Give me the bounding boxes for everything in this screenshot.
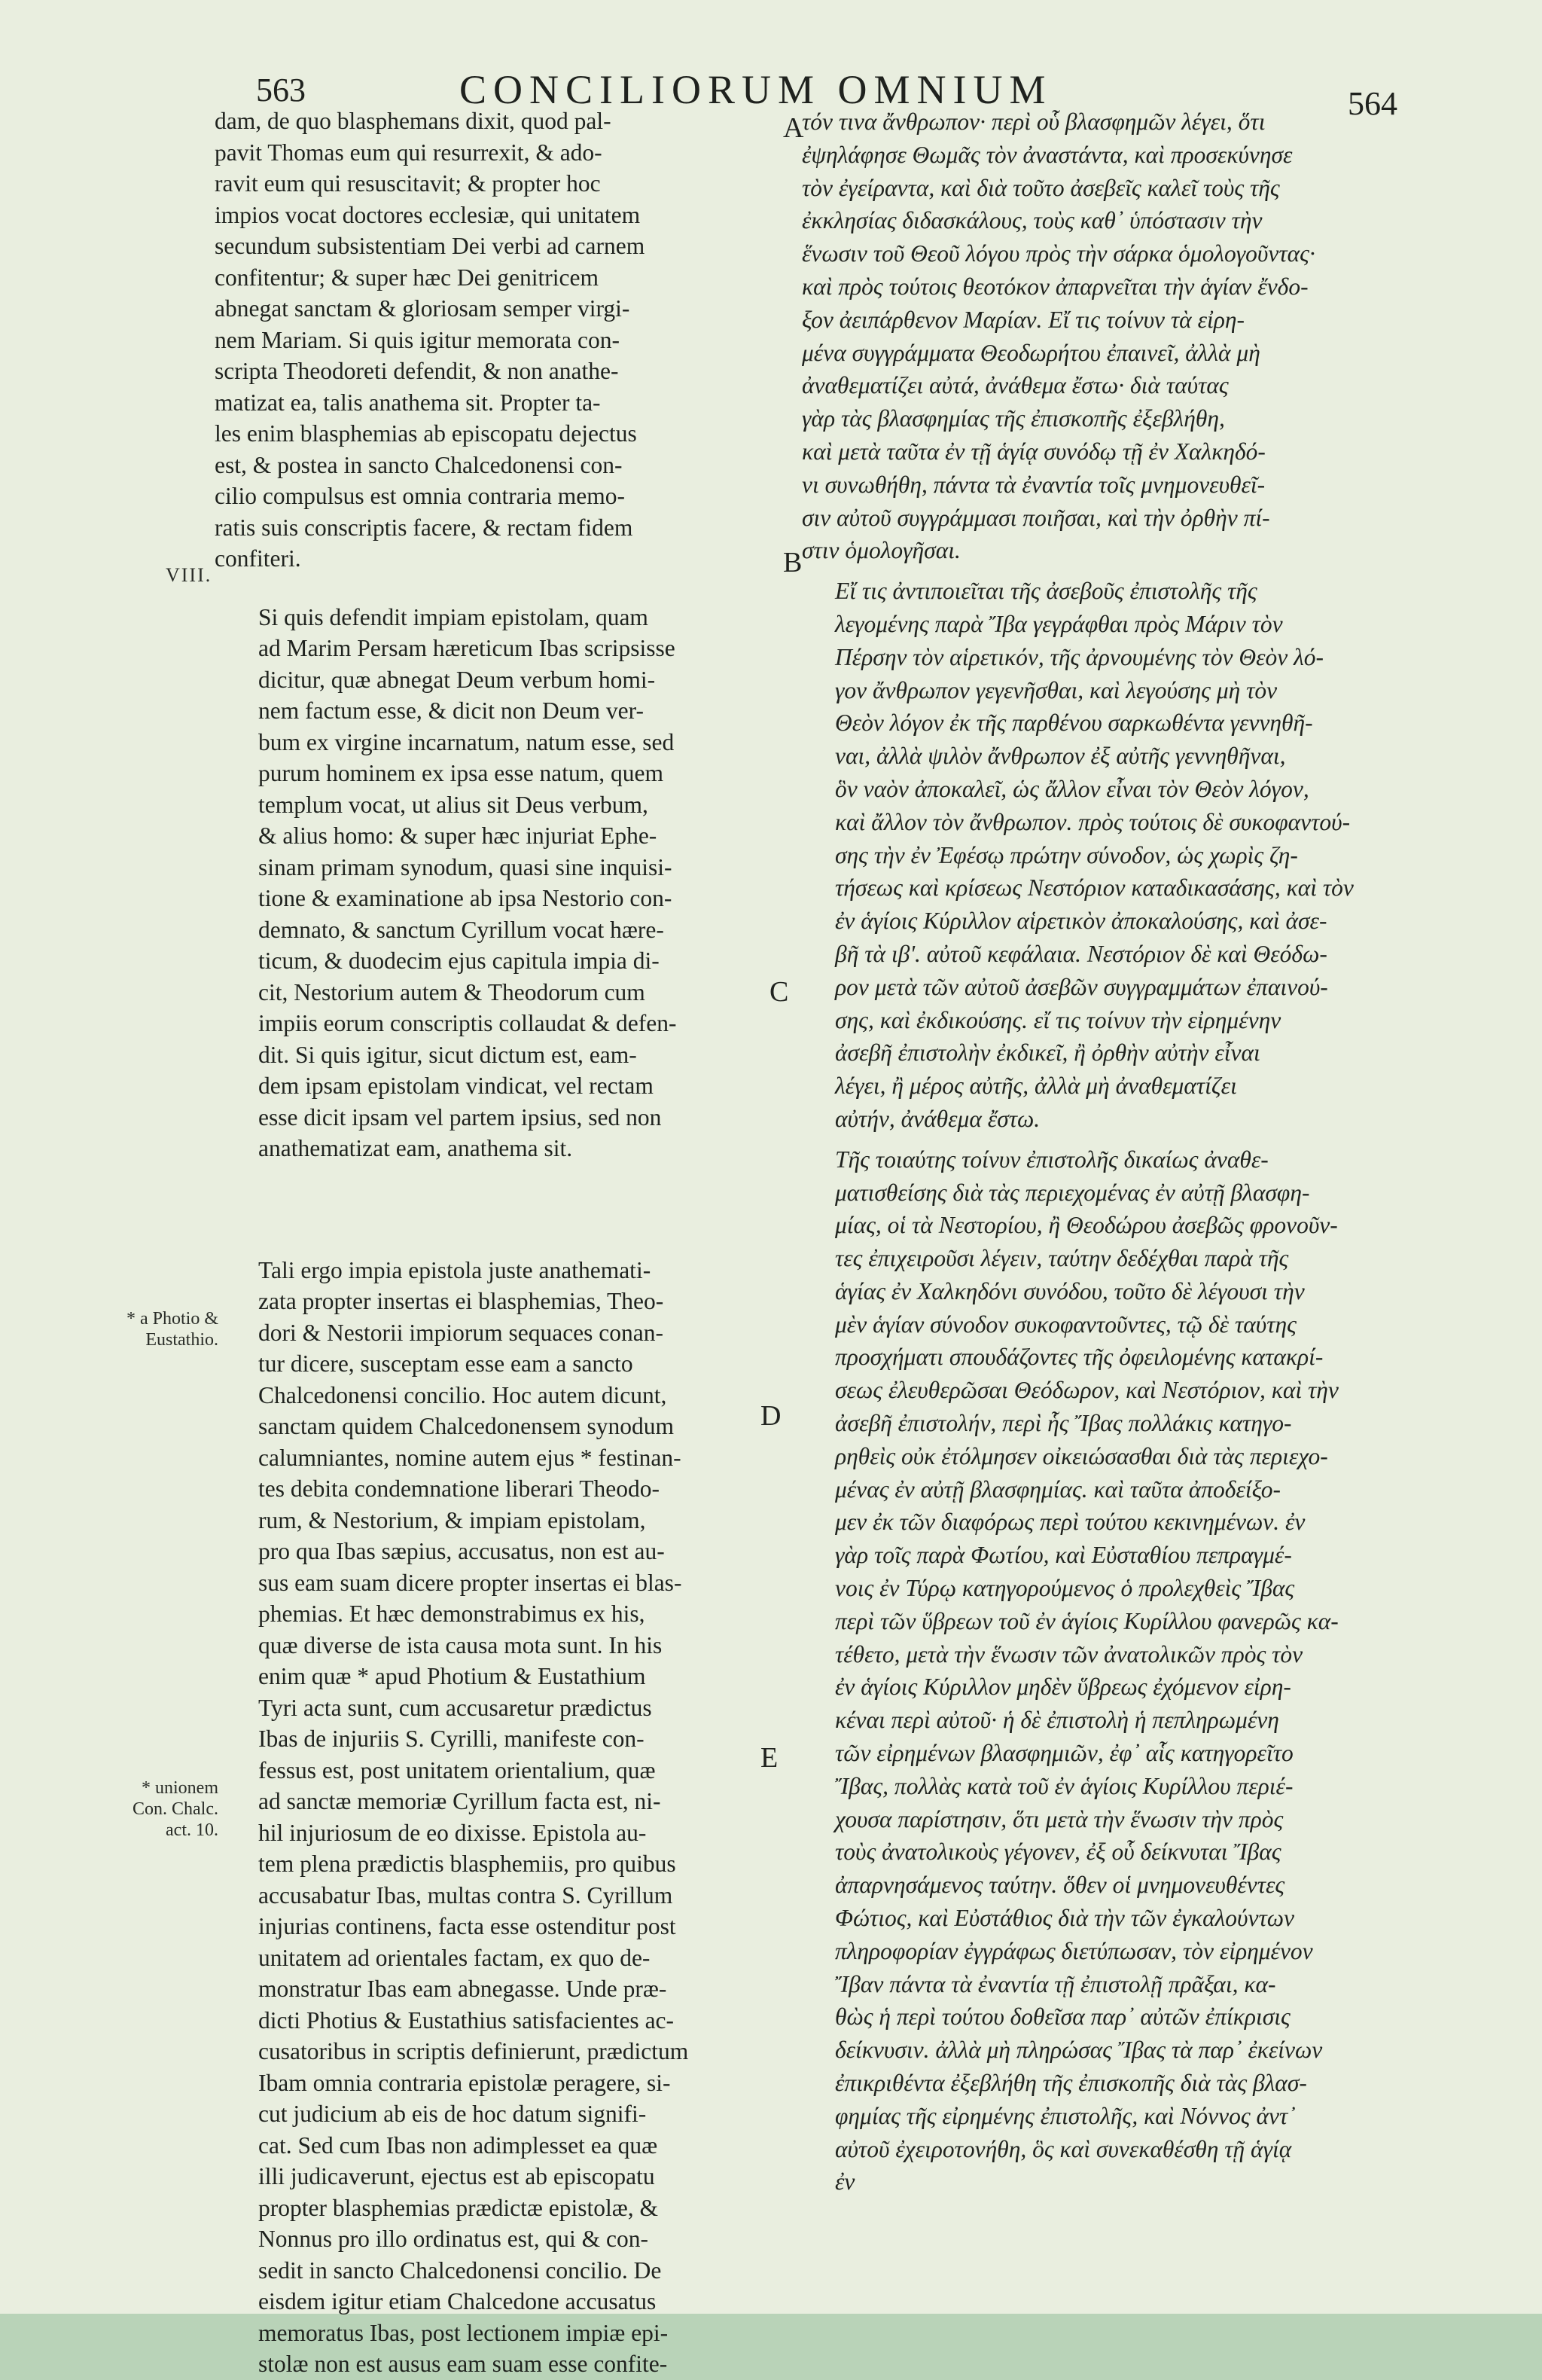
text-line: πληροφορίαν ἐγγράφως διετύπωσαν, τὸν εἰρημένον [835, 1937, 1313, 1964]
text-line: impios vocat doctores ecclesiæ, qui unitatem [215, 201, 641, 228]
greek-paragraph-3 [802, 1143, 1397, 2199]
text-line: ἀναθεματίζει αὐτά, ἀνάθεμα ἔστω· διὰ ταύτας [802, 372, 1229, 399]
text-line: esse dicit ipsam vel partem ipsius, sed non [258, 1103, 662, 1130]
text-line: Ibas de injuriis S. Cyrilli, manifeste con- [258, 1726, 645, 1752]
greek-paragraph-1 [802, 105, 1397, 567]
text-line: τόν τινα ἄνθρωπον· περὶ οὗ βλασφημῶν λέγει, ὅτι [802, 108, 1266, 135]
text-line: pro qua Ibas sæpius, accusatus, non est au- [258, 1538, 665, 1564]
text-line: ticum, & duodecim ejus capitula impia di- [258, 947, 660, 974]
text-line: tem plena prædictis blasphemiis, pro quibus [258, 1851, 676, 1877]
text-line: dicitur, quæ abnegat Deum verbum homi- [258, 666, 656, 693]
text-line: γον ἄνθρωπον γεγενῆσθαι, καὶ λεγούσης μὴ τὸν [835, 676, 1278, 703]
text-line: ἐψηλάφησε Θωμᾶς τὸν ἀναστάντα, καὶ προσεκύνησε [802, 141, 1293, 168]
text-line: sus eam suam dicere propter insertas ei blas- [258, 1569, 682, 1596]
text-line: τες ἐπιχειροῦσι λέγειν, ταύτην δεδέχθαι παρὰ τῆς [835, 1245, 1289, 1272]
text-line: tione & examinatione ab ipsa Nestorio con- [258, 885, 672, 911]
text-line: tes debita condemnatione liberari Theodo- [258, 1475, 660, 1502]
section-letter-c: C [769, 976, 789, 1008]
text-line: calumniantes, nomine autem ejus * festinan- [258, 1444, 681, 1471]
text-line: τὸν ἐγείραντα, καὶ διὰ τοῦτο ἀσεβεῖς καλεῖ τοὺς τῆς [802, 174, 1280, 201]
text-line: Εἴ τις ἀντιποιεῖται τῆς ἀσεβοῦς ἐπιστολῆς τῆς [835, 578, 1257, 605]
text-line: μένα συγγράμματα Θεοδωρήτου ἐπαινεῖ, ἀλλὰ μὴ [802, 339, 1260, 366]
text-line: purum hominem ex ipsa esse natum, quem [258, 760, 664, 786]
latin-paragraph-1 [215, 105, 768, 575]
text-line: ἁγίας ἐν Χαλκηδόνι συνόδου, τοῦτο δὲ λέγουσι τὴν [835, 1277, 1305, 1304]
text-line: nem factum esse, & dicit non Deum ver- [258, 697, 644, 724]
text-line: μίας, οἱ τὰ Νεστορίου, ἢ Θεοδώρου ἀσεβῶς φρονοῦν- [835, 1212, 1338, 1239]
text-line: confitentur; & super hæc Dei genitricem [215, 264, 599, 291]
text-line: unitatem ad orientales factam, ex quo de- [258, 1944, 651, 1971]
text-line: ἕνωσιν τοῦ Θεοῦ λόγου πρὸς τὴν σάρκα ὁμολογοῦντας· [802, 240, 1315, 267]
text-line: αὐτήν, ἀνάθεμα ἔστω. [835, 1105, 1041, 1132]
text-line: Ἴβας, πολλὰς κατὰ τοῦ ἐν ἁγίοις Κυρίλλου περιέ- [835, 1772, 1294, 1799]
text-line: ρον μετὰ τῶν αὐτοῦ ἀσεβῶν συγγραμμάτων ἐπαινού- [835, 973, 1328, 1000]
text-line: ἐπικριθέντα ἐξεβλήθη τῆς ἐπισκοπῆς διὰ τὰς βλασ- [835, 2070, 1307, 2097]
text-line: cut judicium ab eis de hoc datum signifi- [258, 2101, 647, 2127]
text-line: στιν ὁμολογῆσαι. [802, 537, 961, 564]
text-line: βῆ τὰ ιβʹ. αὐτοῦ κεφάλαια. Νεστόριον δὲ καὶ Θεόδω- [835, 940, 1327, 967]
text-line: impiis eorum conscriptis collaudat & defen- [258, 1010, 677, 1036]
text-line: enim quæ * apud Photium & Eustathium [258, 1663, 646, 1689]
text-line: ἀσεβῆ ἐπιστολήν, περὶ ἧς Ἴβας πολλάκις κατηγο- [835, 1410, 1292, 1437]
text-line: τέθετο, μετὰ τὴν ἕνωσιν τῶν ἀνατολικῶν πρὸς τὸν [835, 1640, 1303, 1668]
text-line: Πέρσην τὸν αἱρετικόν, τῆς ἀρνουμένης τὸν Θεὸν λό- [835, 643, 1324, 670]
latin-column [215, 105, 768, 2380]
text-line: anathematizat eam, anathema sit. [258, 1135, 573, 1161]
page-number-left: 563 [256, 72, 306, 108]
text-line: ἀσεβῆ ἐπιστολὴν ἐκδικεῖ, ἢ ὀρθὴν αὐτὴν εἶναι [835, 1039, 1260, 1066]
text-line: αὐτοῦ ἐχειροτονήθη, ὃς καὶ συνεκαθέσθη τῇ ἁγίᾳ [835, 2135, 1292, 2162]
text-line: dam, de quo blasphemans dixit, quod pal- [215, 108, 611, 134]
text-line: γὰρ τὰς βλασφημίας τῆς ἐπισκοπῆς ἐξεβλήθη, [802, 405, 1225, 432]
greek-paragraph-2 [802, 575, 1397, 1136]
text-line: καὶ πρὸς τούτοις θεοτόκον ἀπαρνεῖται τὴν ἁγίαν ἔνδο- [802, 273, 1309, 300]
text-line: χουσα παρίστησιν, ὅτι μετὰ τὴν ἕνωσιν τὴν πρὸς [835, 1805, 1284, 1832]
text-line: νι συνωθήθη, πάντα τὰ ἐναντία τοῖς μνημονευθεῖ- [802, 471, 1266, 498]
text-line: accusabatur Ibas, multas contra S. Cyrillum [258, 1881, 673, 1909]
text-line: bum ex virgine incarnatum, natum esse, sed [258, 728, 675, 755]
text-line: nem Mariam. Si quis igitur memorata con- [215, 326, 620, 353]
text-line: ξον ἀειπάρθενον Μαρίαν. Εἴ τις τοίνυν τὰ εἰρη- [802, 306, 1245, 333]
text-line: φημίας τῆς εἰρημένης ἐπιστολῆς, καὶ Νόννος ἀντ᾽ [835, 2102, 1296, 2129]
text-line: fessus est, post unitatem orientalium, quæ [258, 1756, 656, 1783]
text-line: abnegat sanctam & gloriosam semper virgi- [215, 295, 630, 322]
text-line: templum vocat, ut alius sit Deus verbum, [258, 791, 648, 818]
text-line: cusatoribus in scriptis definierunt, prædictum [258, 2038, 689, 2064]
greek-column [802, 105, 1397, 2198]
text-line: θὼς ἡ περὶ τούτου δοθεῖσα παρ᾽ αὐτῶν ἐπίκρισις [835, 2003, 1291, 2031]
section-letter-a: A [783, 112, 804, 144]
text-line: Si quis defendit impiam epistolam, quam [258, 603, 648, 630]
margin-note-unionem: * unionem Con. Chalc. act. 10. [133, 1778, 218, 1840]
text-line: zata propter insertas ei blasphemias, Theo- [258, 1288, 664, 1314]
text-line: μεν ἐκ τῶν διαφόρως περὶ τούτου κεκινημένων. ἐν [835, 1509, 1306, 1536]
text-line: cilio compulsus est omnia contraria memo- [215, 483, 625, 509]
text-line: & alius homo: & super hæc injuriat Ephe- [258, 822, 657, 849]
text-line: est, & postea in sancto Chalcedonensi con- [215, 451, 623, 478]
text-line: σιν αὐτοῦ συγγράμμασι ποιῆσαι, καὶ τὴν ὀρθὴν πί- [802, 504, 1270, 531]
text-line: scripta Theodoreti defendit, & non anathe- [215, 358, 619, 384]
text-line: ματισθείσης διὰ τὰς περιεχομένας ἐν αὐτῇ βλασφη- [835, 1179, 1310, 1206]
text-line: Θεὸν λόγον ἐκ τῆς παρθένου σαρκωθέντα γεννηθῆ- [835, 709, 1313, 737]
text-line: dit. Si quis igitur, sicut dictum est, eam- [258, 1041, 637, 1068]
text-line: dori & Nestorii impiorum sequaces conan- [258, 1319, 663, 1346]
text-line: pavit Thomas eum qui resurrexit, & ado- [215, 139, 602, 166]
text-line: hil injuriosum de eo dixisse. Epistola au- [258, 1819, 647, 1846]
text-line: memoratus Ibas, post lectionem impiæ epi- [258, 2319, 669, 2346]
text-line: ἐν ἁγίοις Κύριλλον μηδὲν ὕβρεως ἐχόμενον εἰρη- [835, 1674, 1291, 1701]
text-line: ὃν ναὸν ἀποκαλεῖ, ὡς ἄλλον εἶναι τὸν Θεὸν λόγον, [835, 775, 1309, 802]
text-line: ratis suis conscriptis facere, & rectam fidem [215, 514, 633, 541]
text-line: illi judicaverunt, ejectus est ab episcopatu [258, 2163, 655, 2189]
text-line: tur dicere, susceptam esse eam a sancto [258, 1350, 633, 1377]
text-line: Nonnus pro illo ordinatus est, qui & con- [258, 2226, 648, 2252]
latin-paragraph-2 [215, 602, 768, 1164]
text-line: σεως ἐλευθερῶσαι Θεόδωρον, καὶ Νεστόριον, καὶ τὴν [835, 1377, 1339, 1404]
text-line: ἐν ἁγίοις Κύριλλον αἱρετικὸν ἀποκαλούσης, καὶ ἀσε- [835, 908, 1327, 935]
section-letter-d: D [760, 1400, 782, 1432]
text-line: τοὺς ἀνατολικοὺς γέγονεν, ἐξ οὗ δείκνυται Ἴβας [835, 1838, 1281, 1866]
section-letter-e: E [760, 1742, 779, 1774]
text-line: matizat ea, talis anathema sit. Propter ta- [215, 389, 601, 416]
text-line: ad Marim Persam hæreticum Ibas scripsisse [258, 635, 675, 661]
running-title: CONCILIORUM OMNIUM [459, 67, 1053, 112]
latin-paragraph-3 [215, 1255, 768, 2380]
article-number: VIII. [166, 564, 212, 586]
text-line: propter blasphemias prædictæ epistolæ, & [258, 2194, 659, 2221]
text-line: τήσεως καὶ κρίσεως Νεστόριον καταδικασάσης, καὶ τὸν [835, 874, 1354, 902]
text-line: γὰρ τοῖς παρὰ Φωτίου, καὶ Εὐσταθίου πεπραγμέ- [835, 1542, 1292, 1569]
text-line: Ibam omnia contraria epistolæ peragere, si- [258, 2069, 671, 2096]
text-line: σης, καὶ ἐκδικούσης. εἴ τις τοίνυν τὴν εἰρημένην [835, 1006, 1281, 1033]
text-line: τῶν εἰρημένων βλασφημιῶν, ἐφ᾽ αἷς κατηγορεῖτο [835, 1740, 1294, 1767]
text-line: Tyri acta sunt, cum accusaretur prædictus [258, 1694, 652, 1721]
text-line: ἀπαρνησάμενος ταύτην. ὅθεν οἱ μνημονευθέντες [835, 1872, 1285, 1899]
text-line: νοις ἐν Τύρῳ κατηγορούμενος ὁ προλεχθεὶς Ἴβας [835, 1575, 1295, 1602]
section-letter-b: B [783, 547, 803, 578]
text-line: Τῆς τοιαύτης τοίνυν ἐπιστολῆς δικαίως ἀναθε- [835, 1146, 1269, 1173]
text-line: δείκνυσιν. ἀλλὰ μὴ πληρώσας Ἴβας τὰ παρ᾽ ἐκείνων [835, 2037, 1323, 2064]
text-line: dicti Photius & Eustathius satisfacientes ac- [258, 2006, 675, 2034]
text-line: ravit eum qui resuscitavit; & propter hoc [215, 170, 601, 197]
text-line: ἐκκλησίας διδασκάλους, τοὺς καθ᾽ ὑπόστασιν τὴν [802, 207, 1263, 234]
text-line: monstratur Ibas eam abnegasse. Unde præ- [258, 1976, 667, 2002]
text-line: quæ diverse de ista causa mota sunt. In his [258, 1631, 663, 1658]
text-line: secundum subsistentiam Dei verbi ad carnem [215, 233, 645, 259]
text-line: eisdem igitur etiam Chalcedone accusatus [258, 2288, 657, 2314]
text-line: μένας ἐν αὐτῇ βλασφημίας. καὶ ταῦτα ἀποδείξο- [835, 1475, 1281, 1503]
margin-note-photio: * a Photio & Eustathio. [126, 1309, 218, 1350]
text-line: les enim blasphemias ab episcopatu dejectus [215, 420, 637, 447]
text-line: ρηθεὶς οὐκ ἐτόλμησεν οἰκειώσασθαι διὰ τὰς περιεχο- [835, 1442, 1328, 1469]
text-line: phemias. Et hæc demonstrabimus ex his, [258, 1600, 645, 1627]
text-line: ἐν [835, 2168, 855, 2195]
text-line: confiteri. [215, 545, 301, 572]
text-line: stolæ non est ausus eam suam esse confite- [258, 2351, 668, 2377]
text-line: Ἴβαν πάντα τὰ ἐναντία τῇ ἐπιστολῇ πρᾶξαι, κα- [835, 1970, 1276, 1997]
text-line: μὲν ἁγίαν σύνοδον συκοφαντοῦντες, τῷ δὲ ταύτης [835, 1311, 1297, 1338]
text-line: σης τὴν ἐν Ἐφέσῳ πρώτην σύνοδον, ὡς χωρὶς ζη- [835, 841, 1298, 868]
text-line: cit, Nestorium autem & Theodorum cum [258, 978, 645, 1005]
text-line: dem ipsam epistolam vindicat, vel rectam [258, 1073, 654, 1099]
text-line: sanctam quidem Chalcedonensem synodum [258, 1413, 675, 1439]
text-line: προσχήματι σπουδάζοντες τῆς ὀφειλομένης κατακρί- [835, 1344, 1324, 1371]
text-line: demnato, & sanctum Cyrillum vocat hære- [258, 916, 664, 943]
text-line: cat. Sed cum Ibas non adimplesset ea quæ [258, 2131, 658, 2159]
text-line: Φώτιος, καὶ Εὐστάθιος διὰ τὴν τῶν ἐγκαλούντων [835, 1905, 1294, 1932]
text-line: injurias continens, facta esse ostenditur post [258, 1913, 676, 1939]
text-line: Chalcedonensi concilio. Hoc autem dicunt, [258, 1381, 667, 1408]
text-line: λεγομένης παρὰ Ἴβα γεγράφθαι πρὸς Μάριν τὸν [835, 610, 1283, 637]
text-line: ναι, ἀλλὰ ψιλὸν ἄνθρωπον ἐξ αὐτῆς γεννηθῆναι, [835, 743, 1286, 770]
text-line: καὶ μετὰ ταῦτα ἐν τῇ ἁγίᾳ συνόδῳ τῇ ἐν Χαλκηδό- [802, 438, 1266, 465]
text-line: sedit in sancto Chalcedonensi concilio. De [258, 2256, 662, 2284]
text-line: Tali ergo impia epistola juste anathemati- [258, 1256, 651, 1283]
text-line: ad sanctæ memoriæ Cyrillum facta est, ni- [258, 1788, 661, 1814]
text-line: rum, & Nestorium, & impiam epistolam, [258, 1506, 646, 1533]
page-number-right: 564 [1348, 85, 1397, 122]
text-line: sinam primam synodum, quasi sine inquisi- [258, 853, 672, 880]
text-line: περὶ τῶν ὕβρεων τοῦ ἐν ἁγίοις Κυρίλλου φανερῶς κα- [835, 1607, 1339, 1634]
text-line: λέγει, ἢ μέρος αὐτῆς, ἀλλὰ μὴ ἀναθεματίζει [835, 1073, 1237, 1100]
text-line: καὶ ἄλλον τὸν ἄνθρωπον. πρὸς τούτοις δὲ συκοφαντού- [835, 808, 1351, 835]
text-line: κέναι περὶ αὐτοῦ· ἡ δὲ ἐπιστολὴ ἡ πεπληρωμένη [835, 1707, 1279, 1734]
